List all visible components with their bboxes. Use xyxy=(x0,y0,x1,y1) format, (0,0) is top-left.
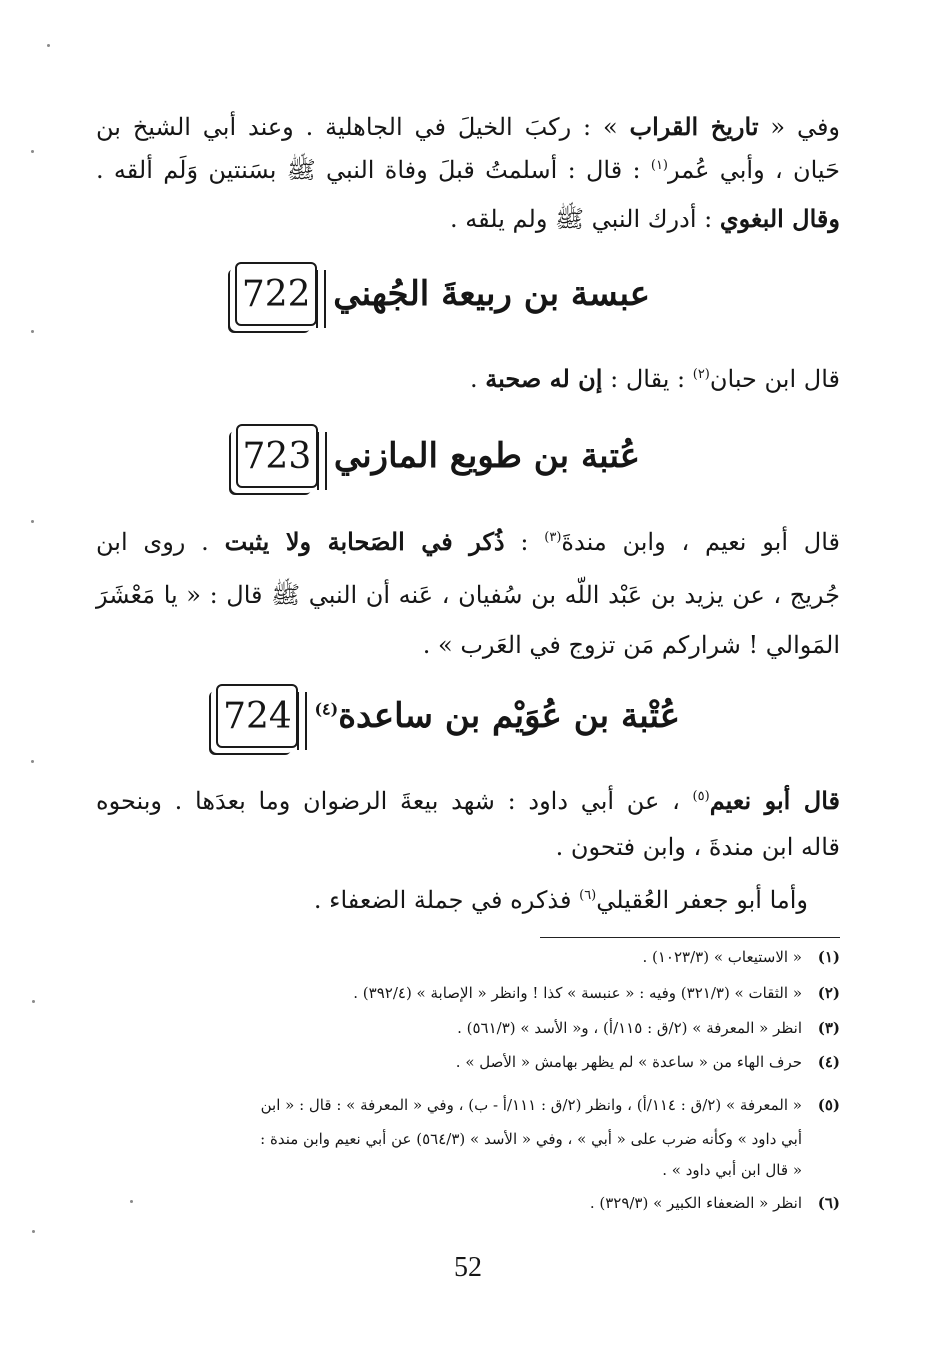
entry-heading xyxy=(0,684,936,766)
paragraph-line: حَيان ، وأبي عُمر$^{(١)}$ : قال : أسلمتُ قبلَ وفاة النبي ﷺ بسَنتين وَلَم ألقه . xyxy=(96,156,840,184)
paragraph-line: قال أبو نعيم ، وابن مندةَ$^{(٣)}$ : ذُكر في الصَحابة ولا يثبت . روى ابن xyxy=(96,527,840,556)
footnote-ref: (٤) xyxy=(314,699,339,719)
footnote-separator xyxy=(540,937,840,938)
footnote-continuation: أبي داود » وكأنه ضرب على « أبي » ، وفي « الأسد » (٥٦٤/٣) عن أبي نعيم وابن مندة : xyxy=(260,1130,802,1148)
footnote-ref: (٣) xyxy=(544,530,562,545)
footnote: (٦)انظر « الضعفاء الكبير » (٣٢٩/٣) . xyxy=(589,1194,840,1212)
entry-number-box: 723 xyxy=(236,424,318,488)
paragraph-line: قال ابن حبان$^{(٢)}$ : يقال : إن له صحبة . xyxy=(470,364,840,393)
entry-heading xyxy=(0,262,936,344)
page-number: 52 xyxy=(454,1252,482,1283)
footnote: (١)« الاستيعاب » (١٠٢٣/٣) . xyxy=(642,948,840,966)
footnote-ref: (٢) xyxy=(692,367,710,382)
paragraph-line: المَوالي ! شراركم مَن تزوج في العَرب » . xyxy=(422,631,840,659)
paragraph-line: جُريج ، عن يزيد بن عَبْد اللّه بن سُفيان ، عَنه أن النبي ﷺ قال : « يا مَعْشَرَ xyxy=(96,581,840,609)
entry-number-box: 724 xyxy=(216,684,298,748)
footnote-continuation: « قال ابن أبي داود » . xyxy=(662,1161,802,1179)
footnote: (٤)حرف الهاء من « ساعدة » لم يظهر بهامش « الأصل » . xyxy=(455,1053,840,1071)
entry-number-box: 722 xyxy=(235,262,317,326)
footnote-ref: (٥) xyxy=(692,789,710,804)
footnote: (٣)انظر « المعرفة » (٢/ق : ١١٥/أ) ، و« الأسد » (٥٦١/٣) . xyxy=(457,1019,840,1037)
paragraph-line: قال أبو نعيم$^{(٥)}$ ، عن أبي داود : شهد بيعةَ الرضوان وما بعدَها . وبنحوه xyxy=(96,786,841,815)
paragraph-line: قاله ابن مندةَ ، وابن فتحون . xyxy=(555,833,840,861)
paragraph-line: وفي « تاريخ القراب » : ركبَ الخيلَ في الجاهلية . وعند أبي الشيخ بن xyxy=(96,112,841,141)
footnote-ref: (٦) xyxy=(579,888,597,903)
paragraph-line: وأما أبو جعفر العُقيلي$^{(٦)}$ فذكره في جملة الضعفاء . xyxy=(313,886,808,914)
paragraph-line: وقال البغوي : أدرك النبي ﷺ ولم يلقه . xyxy=(450,204,840,233)
entry-title: عُتبة بن طويع المازني xyxy=(333,436,640,476)
entry-title: عبسة بن ربيعةَ الجُهني xyxy=(333,274,650,314)
entry-title: عُتْبة بن عُوَيْم بن ساعدة$^{(٤)}$ xyxy=(314,696,680,736)
footnote-ref: (١) xyxy=(650,158,668,173)
entry-heading xyxy=(0,424,936,506)
footnote: (٢)« الثقات » (٣٢١/٣) وفيه : « عنبسة » كذا ! وانظر « الإصابة » (٣٩٢/٤) . xyxy=(353,984,840,1002)
footnote: (٥)« المعرفة » (٢/ق : ١١٤/أ) ، وانظر (٢/ق : ١١١/أ - ب) ، وفي « المعرفة » : قال : « ابن xyxy=(260,1096,840,1114)
